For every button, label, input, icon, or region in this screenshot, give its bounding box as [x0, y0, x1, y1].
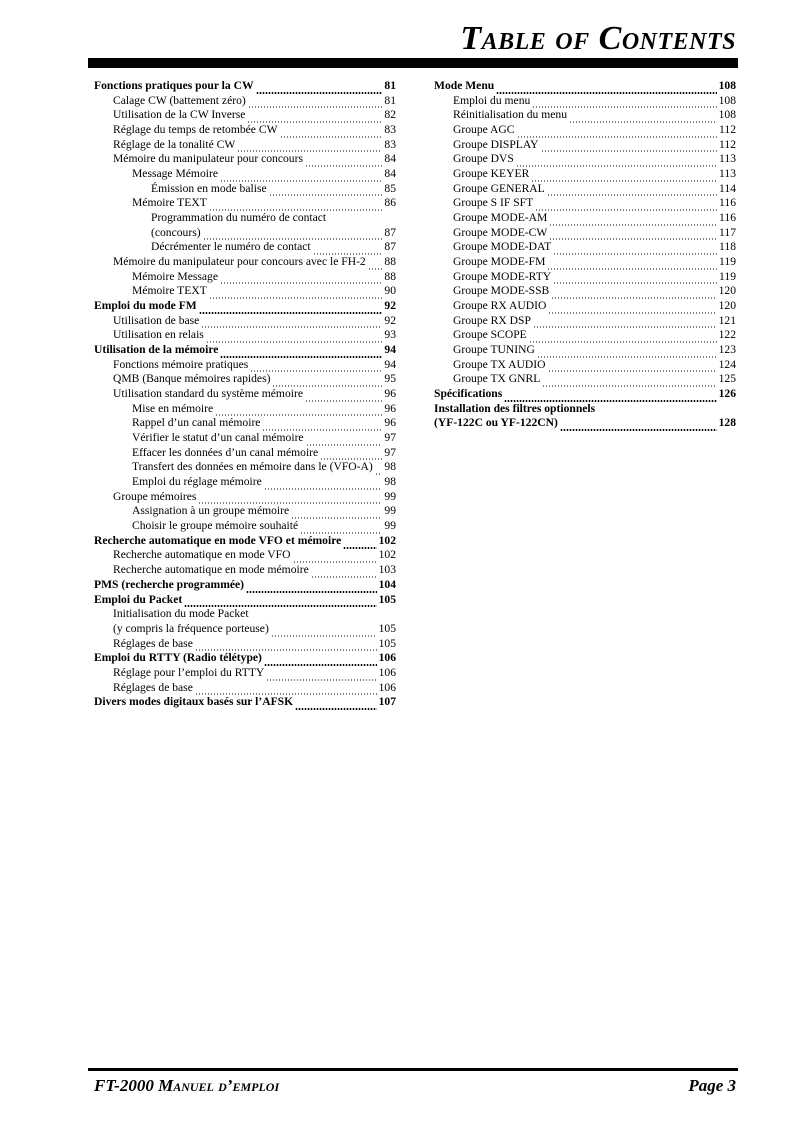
toc-entry-page: 123: [718, 343, 736, 357]
footer-model: FT-2000: [94, 1076, 159, 1095]
toc-entry[interactable]: [94, 549, 396, 564]
dot-leader: [264, 480, 383, 490]
toc-entry-title: Réglage pour l’emploi du RTTY: [113, 665, 265, 679]
dot-leader: [553, 274, 717, 284]
toc-entry[interactable]: [434, 108, 736, 123]
toc-entry-page: 83: [384, 137, 396, 151]
toc-entry[interactable]: [94, 94, 396, 109]
toc-entry-page: 95: [384, 372, 396, 386]
toc-entry[interactable]: [434, 416, 736, 431]
dot-leader: [220, 172, 382, 182]
toc-entry-title: Groupe DVS: [453, 152, 514, 166]
toc-entry-page: 94: [384, 343, 396, 357]
toc-entry-title: Réglages de base: [113, 680, 193, 694]
dot-leader: [262, 421, 382, 431]
dot-leader: [293, 553, 377, 563]
toc-entry-page: 87: [384, 240, 396, 254]
dot-leader: [272, 377, 382, 387]
dot-leader: [549, 230, 717, 240]
toc-entry-page: 118: [719, 240, 736, 254]
toc-entry[interactable]: [94, 270, 396, 285]
toc-entry-page: 124: [718, 357, 736, 371]
toc-entry[interactable]: [434, 328, 736, 343]
toc-entry-title: Réglage de la tonalité CW: [113, 137, 236, 151]
toc-entry[interactable]: [94, 563, 396, 578]
dot-leader: [256, 84, 383, 94]
toc-entry-title: Groupe S IF SFT: [453, 196, 534, 210]
title-letter: T: [460, 20, 482, 57]
toc-entry[interactable]: [434, 196, 736, 211]
dot-leader: [553, 245, 717, 255]
page-number: Page 3: [688, 1076, 736, 1095]
toc-entry[interactable]: [434, 314, 736, 329]
toc-entry[interactable]: [94, 343, 396, 358]
toc-entry-title: Assignation à un groupe mémoire: [132, 504, 290, 518]
dot-leader: [300, 524, 382, 534]
toc-entry-title: Programmation du numéro de contact: [151, 211, 327, 225]
dot-leader: [199, 304, 383, 314]
toc-entry[interactable]: [94, 504, 396, 519]
toc-entry-title: Groupe RX DSP: [453, 313, 531, 327]
toc-entry-title: Groupe TX GNRL: [453, 372, 541, 386]
toc-entry-title: Recherche automatique en mode VFO: [113, 548, 291, 562]
toc-entry[interactable]: [94, 431, 396, 446]
toc-entry-title: (concours): [151, 225, 201, 239]
toc-entry-page: 108: [718, 79, 736, 92]
dot-leader: [532, 98, 716, 108]
toc-entry[interactable]: [94, 314, 396, 329]
toc-entry[interactable]: [94, 226, 396, 241]
dot-leader: [248, 98, 383, 108]
dot-leader: [548, 362, 717, 372]
toc-entry-page: 108: [718, 108, 736, 122]
toc-entry-page: 116: [719, 211, 736, 225]
toc-entry[interactable]: [94, 358, 396, 373]
toc-entry[interactable]: [94, 519, 396, 534]
dot-leader: [206, 333, 383, 343]
dot-leader: [375, 465, 383, 475]
dot-leader: [220, 348, 382, 358]
toc-entry-title: Calage CW (battement zéro): [113, 93, 246, 107]
toc-entry-page: 84: [384, 152, 396, 166]
toc-entry-page: 105: [378, 636, 396, 650]
toc-entry-page: 98: [384, 460, 396, 474]
toc-entry-page: 105: [378, 592, 396, 606]
dot-leader: [220, 274, 382, 284]
toc-entry-title: Initialisation du mode Packet: [113, 607, 249, 621]
dot-leader: [305, 392, 382, 402]
toc-entry-title: Emploi du menu: [453, 93, 531, 107]
toc-entry-page: 102: [378, 548, 396, 562]
toc-entry-page: 112: [719, 123, 736, 136]
dot-leader: [531, 172, 717, 182]
dot-leader: [548, 304, 716, 314]
toc-entry-page: 82: [384, 108, 396, 122]
toc-entry[interactable]: [94, 108, 396, 123]
toc-entry[interactable]: [434, 270, 736, 285]
toc-entry-page: 102: [378, 533, 396, 547]
toc-entry-title: (y compris la fréquence porteuse): [113, 621, 269, 635]
toc-entry-title: Groupe TUNING: [453, 343, 535, 357]
dot-leader: [269, 186, 383, 196]
toc-entry-title: PMS (recherche programmée): [94, 577, 245, 591]
toc-entry-title: Groupe MODE-AM: [453, 211, 548, 225]
toc-entry-page: 126: [718, 387, 736, 401]
toc-entry-title: Emploi du réglage mémoire: [132, 475, 262, 489]
toc-entry[interactable]: [94, 372, 396, 387]
toc-entry-title: Mémoire du manipulateur pour concours: [113, 152, 303, 166]
toc-entry-page: 92: [384, 313, 396, 327]
toc-entry[interactable]: [94, 416, 396, 431]
dot-leader: [547, 260, 717, 270]
toc-entry[interactable]: [434, 255, 736, 270]
dot-leader: [295, 700, 376, 710]
toc-entry[interactable]: [94, 182, 396, 197]
toc-entry-page: 108: [718, 93, 736, 107]
toc-entry-title: Groupe RX AUDIO: [453, 299, 547, 313]
toc-entry[interactable]: [94, 534, 396, 549]
toc-entry[interactable]: [94, 138, 396, 153]
toc-entry-page: 90: [384, 284, 396, 298]
toc-entry-title: Mode Menu: [434, 79, 495, 92]
toc-entry-page: 96: [384, 401, 396, 415]
toc-entry-page: 112: [719, 137, 736, 151]
toc-entry-page: 119: [719, 269, 736, 283]
toc-entry[interactable]: [434, 299, 736, 314]
dot-leader: [266, 671, 376, 681]
toc-entry-title: Fonctions pratiques pour la CW: [94, 79, 254, 92]
dot-leader: [517, 128, 718, 138]
toc-entry-title: Groupe KEYER: [453, 167, 530, 181]
dot-leader: [313, 245, 383, 255]
toc-entry-title: Réinitialisation du menu: [453, 108, 567, 122]
footer-title: [94, 1076, 279, 1096]
toc-entry-title: Utilisation en relais: [113, 328, 204, 342]
toc-entry-title: Réglages de base: [113, 636, 193, 650]
dot-leader: [547, 186, 717, 196]
toc-entry-page: 83: [384, 123, 396, 136]
dot-leader: [215, 406, 382, 416]
toc-entry[interactable]: [94, 446, 396, 461]
toc-entry[interactable]: [434, 358, 736, 373]
toc-entry[interactable]: [94, 240, 396, 255]
dot-leader: [542, 377, 716, 387]
toc-entry-title: Groupe SCOPE: [453, 328, 527, 342]
toc-entry-title: Décrémenter le numéro de contact: [151, 240, 311, 254]
toc-entry-page: 117: [719, 225, 736, 239]
dot-leader: [306, 436, 383, 446]
toc-entry-title: (YF-122C ou YF-122CN): [434, 416, 558, 430]
dot-leader: [496, 84, 716, 94]
toc-entry-page: 96: [384, 387, 396, 401]
toc-entry-title: Groupe AGC: [453, 123, 515, 136]
toc-entry-title: Groupe GENERAL: [453, 181, 545, 195]
toc-entry[interactable]: [434, 152, 736, 167]
toc-entry[interactable]: [434, 387, 736, 402]
dot-leader: [537, 348, 717, 358]
toc-entry-page: 92: [384, 299, 396, 313]
toc-entry[interactable]: [434, 211, 736, 226]
toc-entry[interactable]: [94, 475, 396, 490]
toc-entry-page: 125: [718, 372, 736, 386]
toc-entry-title: Fonctions mémoire pratiques: [113, 357, 249, 371]
toc-entry-title: Recherche automatique en mode mémoire: [113, 563, 309, 577]
toc-entry[interactable]: [94, 607, 396, 622]
dot-leader: [203, 230, 383, 240]
toc-entry-title: Emploi du mode FM: [94, 299, 197, 313]
toc-entry[interactable]: [434, 372, 736, 387]
toc-entry[interactable]: [94, 695, 396, 710]
toc-entry-title: Transfert des données en mémoire dans le (VFO-A): [132, 460, 373, 474]
toc-entry[interactable]: [434, 94, 736, 109]
toc-entry[interactable]: [94, 651, 396, 666]
dot-leader: [184, 597, 376, 607]
dot-leader: [368, 260, 383, 270]
footer-manual: Manuel d’emploi: [158, 1076, 280, 1095]
toc-entry-page: 114: [719, 181, 736, 195]
dot-leader: [551, 289, 716, 299]
toc-entry-title: Utilisation de la CW Inverse: [113, 108, 246, 122]
dot-leader: [209, 201, 383, 211]
dot-leader: [250, 362, 382, 372]
toc-entry-page: 97: [384, 431, 396, 445]
footer-rule: [88, 1068, 738, 1071]
header-rule: [88, 58, 738, 68]
toc-entry-page: 120: [718, 299, 736, 313]
toc-entry-title: Mémoire Message: [132, 269, 218, 283]
toc-entry-title: Choisir le groupe mémoire souhaité: [132, 519, 299, 533]
toc-entry-page: 106: [378, 651, 396, 665]
toc-entry[interactable]: [94, 402, 396, 417]
dot-leader: [504, 392, 716, 402]
toc-entry-page: 119: [719, 255, 736, 269]
toc-entry[interactable]: [434, 138, 736, 153]
toc-entry-page: 104: [378, 577, 396, 591]
toc-entry-page: 99: [384, 519, 396, 533]
toc-entry[interactable]: [434, 343, 736, 358]
toc-entry-title: Groupe MODE-SSB: [453, 284, 550, 298]
toc-entry-title: Mémoire TEXT: [132, 284, 207, 298]
toc-entry-page: 86: [384, 196, 396, 210]
toc-entry[interactable]: [434, 240, 736, 255]
toc-entry-title: Installation des filtres optionnels: [434, 401, 596, 415]
toc-entry-page: 81: [384, 93, 396, 107]
toc-entry-page: 128: [718, 416, 736, 430]
toc-entry-page: 113: [719, 152, 736, 166]
dot-leader: [343, 539, 376, 549]
toc-entry-page: 121: [718, 313, 736, 327]
toc-entry[interactable]: [94, 622, 396, 637]
toc-entry-page: 116: [719, 196, 736, 210]
toc-entry-title: Spécifications: [434, 387, 503, 401]
toc-entry-title: Utilisation de base: [113, 313, 200, 327]
toc-entry-page: 103: [378, 563, 396, 577]
toc-entry[interactable]: [434, 284, 736, 299]
dot-leader: [198, 494, 382, 504]
toc-entry-title: Emploi du RTTY (Radio télétype): [94, 651, 262, 665]
toc-entry-title: Groupe MODE-CW: [453, 225, 548, 239]
toc-entry-page: 105: [378, 621, 396, 635]
toc-entry[interactable]: [94, 79, 396, 94]
toc-entry-title: Groupe mémoires: [113, 489, 197, 503]
toc-entry[interactable]: [94, 578, 396, 593]
toc-entry-page: 122: [718, 328, 736, 342]
toc-entry-title: Groupe DISPLAY: [453, 137, 539, 151]
toc-entry-title: Divers modes digitaux basés sur l’AFSK: [94, 695, 294, 709]
toc-entry-title: Groupe MODE-FM: [453, 255, 546, 269]
toc-entry-title: Groupe MODE-RTY: [453, 269, 552, 283]
page-title: [460, 20, 736, 58]
title-letter-2: C: [598, 20, 622, 57]
toc-entry-title: Émission en mode balise: [151, 181, 267, 195]
dot-leader: [195, 685, 377, 695]
toc-entry-page: 98: [384, 475, 396, 489]
dot-leader: [201, 318, 382, 328]
toc-entry[interactable]: [94, 196, 396, 211]
toc-entry[interactable]: [434, 123, 736, 138]
toc-entry-title: Effacer les données d’un canal mémoire: [132, 445, 319, 459]
toc-entry[interactable]: [94, 284, 396, 299]
toc-entry[interactable]: [94, 152, 396, 167]
toc-entry[interactable]: [94, 681, 396, 696]
toc-entry-title: Emploi du Packet: [94, 592, 183, 606]
dot-leader: [271, 627, 377, 637]
toc-entry-page: 106: [378, 665, 396, 679]
toc-entry-title: Mise en mémoire: [132, 401, 214, 415]
toc-entry-page: 87: [384, 225, 396, 239]
dot-leader: [195, 641, 377, 651]
toc-entry-title: Mémoire du manipulateur pour concours avec le FH-2: [113, 255, 366, 269]
dot-leader: [541, 142, 717, 152]
toc-entry-title: Vérifier le statut d’un canal mémoire: [132, 431, 304, 445]
toc-entry-page: 120: [718, 284, 736, 298]
toc-entry-page: 99: [384, 504, 396, 518]
dot-leader: [549, 216, 717, 226]
toc-entry-title: QMB (Banque mémoires rapides): [113, 372, 271, 386]
toc-entry-title: Mémoire TEXT: [132, 196, 207, 210]
toc-entry[interactable]: [94, 593, 396, 608]
toc-entry[interactable]: [94, 328, 396, 343]
toc-entry-title: Groupe TX AUDIO: [453, 357, 546, 371]
dot-leader: [311, 568, 377, 578]
dot-leader: [516, 157, 717, 167]
toc-entry[interactable]: [434, 167, 736, 182]
dot-leader: [246, 583, 377, 593]
toc-entry[interactable]: [94, 255, 396, 270]
toc-entry[interactable]: [434, 402, 736, 417]
toc-entry-title: Réglage du temps de retombée CW: [113, 123, 278, 136]
dot-leader: [529, 333, 717, 343]
toc-entry-page: 88: [384, 269, 396, 283]
toc-entry[interactable]: [94, 490, 396, 505]
dot-leader: [237, 142, 382, 152]
toc-entry[interactable]: [94, 666, 396, 681]
dot-leader: [560, 421, 717, 431]
toc-entry-title: Rappel d’un canal mémoire: [132, 416, 261, 430]
toc-entry[interactable]: [94, 123, 396, 138]
toc-entry-title: Utilisation standard du système mémoire: [113, 387, 303, 401]
dot-leader: [569, 113, 717, 123]
dot-leader: [305, 157, 382, 167]
title-text-2: ontents: [621, 20, 736, 57]
toc-entry-page: 97: [384, 445, 396, 459]
toc-entry[interactable]: [94, 387, 396, 402]
dot-leader: [209, 289, 383, 299]
toc-entry[interactable]: [94, 299, 396, 314]
toc-entry-title: Groupe MODE-DAT: [453, 240, 552, 254]
toc-left-column: [94, 79, 396, 710]
toc-entry-page: 88: [384, 255, 396, 269]
toc-entry-title: Recherche automatique en mode VFO et mémoire: [94, 533, 342, 547]
toc-entry[interactable]: [94, 167, 396, 182]
toc-entry-page: 85: [384, 181, 396, 195]
toc-entry[interactable]: [434, 79, 736, 94]
dot-leader: [320, 450, 382, 460]
dot-leader: [533, 318, 717, 328]
toc-entry-page: 99: [384, 489, 396, 503]
dot-leader: [291, 509, 382, 519]
toc-entry[interactable]: [94, 637, 396, 652]
toc-entry-page: 81: [384, 79, 396, 92]
toc-entry-page: 106: [378, 680, 396, 694]
toc-entry[interactable]: [434, 226, 736, 241]
toc-entry-page: 96: [384, 416, 396, 430]
toc-right-column: [434, 79, 736, 431]
dot-leader: [280, 128, 383, 138]
title-text: able of: [481, 20, 599, 57]
dot-leader: [264, 656, 377, 666]
toc-entry-page: 93: [384, 328, 396, 342]
toc-entry-page: 107: [378, 695, 396, 709]
toc-entry[interactable]: [94, 211, 396, 226]
dot-leader: [247, 113, 382, 123]
toc-entry-page: 113: [719, 167, 736, 181]
toc-entry[interactable]: [94, 460, 396, 475]
toc-entry-page: 84: [384, 167, 396, 181]
toc-entry-title: Message Mémoire: [132, 167, 218, 181]
dot-leader: [535, 201, 717, 211]
toc-entry[interactable]: [434, 182, 736, 197]
toc-entry-title: Utilisation de la mémoire: [94, 343, 219, 357]
toc-entry-page: 94: [384, 357, 396, 371]
